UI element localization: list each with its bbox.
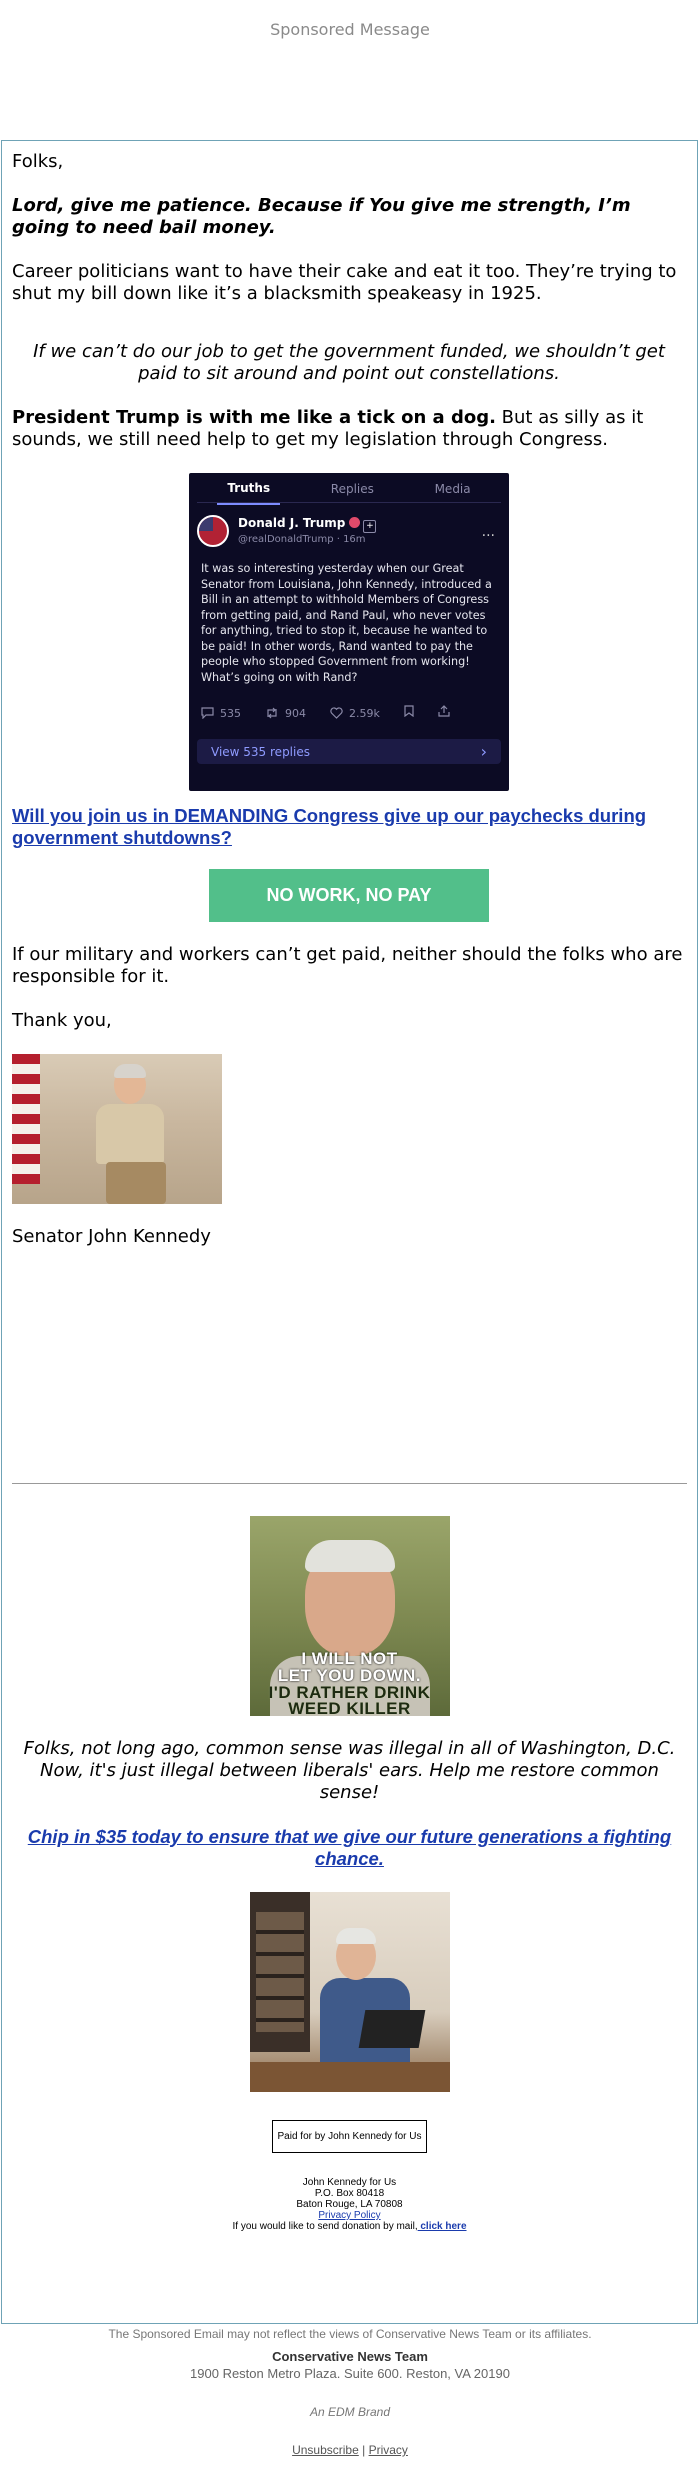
footer-separator: | bbox=[358, 2443, 369, 2457]
mail-donation-text: If you would like to send donation by mail, bbox=[232, 2221, 418, 2232]
verified-badge-icon bbox=[349, 517, 360, 528]
author-name: Donald J. Trump bbox=[238, 515, 346, 530]
trump-bold-text: President Trump is with me like a tick on a dog. bbox=[12, 407, 496, 428]
image-caption-line-2: LET YOU DOWN. bbox=[277, 1666, 422, 1685]
chevron-right-icon: › bbox=[480, 741, 487, 761]
address-city: Baton Rouge, LA 70808 bbox=[296, 2199, 403, 2210]
demand-link[interactable]: Will you join us in DEMANDING Congress give up our paychecks during government shutdowns? bbox=[12, 805, 647, 848]
government-funded-paragraph: If we can’t do our job to get the government funded, we shouldn’t get paid to sit around and point out constellations. bbox=[33, 341, 665, 384]
lower-section bbox=[2, 1483, 697, 2232]
unsubscribe-link[interactable]: Unsubscribe bbox=[292, 2443, 359, 2457]
signature: Senator John Kennedy bbox=[12, 1226, 211, 1247]
chip-in-link[interactable]: Chip in $35 today to ensure that we give our future generations a fighting chance. bbox=[27, 1826, 672, 1869]
mailing-address bbox=[2, 2177, 697, 2232]
american-flag-shape bbox=[12, 1054, 40, 1184]
sponsored-label: Sponsored Message bbox=[270, 20, 430, 39]
footer-disclaimer: The Sponsored Email may not reflect the views of Conservative News Team or its affiliates. bbox=[108, 2327, 592, 2341]
weed-killer-photo[interactable] bbox=[250, 1516, 450, 1716]
footer bbox=[0, 2327, 700, 2457]
senator-figure bbox=[90, 1066, 170, 1204]
author-handle: @realDonaldTrump · 16m bbox=[238, 533, 366, 545]
trump-paragraph bbox=[12, 407, 686, 451]
avatar bbox=[197, 515, 229, 547]
view-replies-label: View 535 replies bbox=[211, 744, 310, 759]
mail-donation-line bbox=[2, 2221, 697, 2232]
image-caption-line-4: WEED KILLER bbox=[288, 1699, 411, 1716]
cta-wrap bbox=[12, 869, 686, 922]
share-action[interactable] bbox=[438, 703, 450, 725]
email-frame bbox=[1, 140, 698, 2324]
bookmark-action[interactable] bbox=[404, 703, 414, 725]
truth-social-post bbox=[189, 473, 509, 791]
divider bbox=[12, 1483, 687, 1484]
address-po: P.O. Box 80418 bbox=[314, 2188, 385, 2199]
post-tabs bbox=[197, 475, 501, 503]
reply-icon bbox=[201, 707, 214, 719]
share-icon bbox=[438, 705, 450, 717]
retruth-icon bbox=[265, 707, 279, 719]
senator-laptop-photo[interactable] bbox=[250, 1892, 450, 2092]
letter-content bbox=[2, 141, 697, 1248]
greeting: Folks, bbox=[12, 151, 64, 172]
patience-paragraph: Lord, give me patience. Because if You give me strength, I’m going to need bail money. bbox=[12, 195, 631, 238]
common-sense-paragraph: Folks, not long ago, common sense was illegal in all of Washington, D.C. Now, it's just illegal between liberals' ears. Help me restore common sense! bbox=[23, 1738, 676, 1803]
footer-links bbox=[0, 2443, 700, 2457]
reply-count: 535 bbox=[220, 707, 241, 720]
paid-for-by-box: Paid for by John Kennedy for Us bbox=[272, 2120, 427, 2153]
tab-truths[interactable]: Truths bbox=[217, 473, 280, 505]
trump-rest-text: But as silly as it sounds, we still need help to get my legislation through Congress. bbox=[12, 407, 644, 450]
military-paragraph: If our military and workers can’t get paid, neither should the folks who are responsible for it. bbox=[12, 944, 683, 987]
like-action[interactable] bbox=[330, 703, 380, 725]
more-options-icon[interactable]: ··· bbox=[481, 528, 495, 544]
tab-media[interactable]: Media bbox=[434, 481, 471, 496]
retruth-action[interactable] bbox=[265, 703, 306, 725]
post-header bbox=[197, 515, 501, 547]
image-caption-line-3: I'D RATHER DRINK bbox=[268, 1683, 431, 1702]
tab-replies[interactable]: Replies bbox=[330, 481, 374, 496]
career-paragraph: Career politicians want to have their cake and eat it too. They’re trying to shut my bill down like it’s a blacksmith speakeasy in 1925. bbox=[12, 261, 677, 304]
plus-icon: + bbox=[363, 520, 376, 533]
thanks: Thank you, bbox=[12, 1010, 112, 1031]
footer-edm: An EDM Brand bbox=[309, 2405, 391, 2419]
retruth-count: 904 bbox=[285, 707, 306, 720]
footer-address: 1900 Reston Metro Plaza. Suite 600. Reston, VA 20190 bbox=[190, 2366, 510, 2381]
post-body: It was so interesting yesterday when our Great Senator from Louisiana, John Kennedy, introduced a Bill in an attempt to withhold Members of Congress from getting paid, and Rand Paul, who never votes for anything, tried to stop it, because he wanted to be paid! In other words, Rand wanted to pay the people who stopped Government from working! What’s going on with Rand? bbox=[201, 562, 492, 684]
footer-brand: Conservative News Team bbox=[272, 2349, 428, 2364]
heart-icon bbox=[330, 707, 343, 719]
image-caption-line-1: I WILL NOT bbox=[301, 1649, 398, 1668]
like-count: 2.59k bbox=[349, 707, 380, 720]
reply-action[interactable] bbox=[201, 703, 241, 725]
footer-privacy-link[interactable]: Privacy bbox=[368, 2443, 408, 2457]
view-replies-button[interactable] bbox=[197, 739, 501, 764]
privacy-policy-link[interactable]: Privacy Policy bbox=[318, 2210, 381, 2221]
address-org: John Kennedy for Us bbox=[302, 2177, 397, 2188]
no-work-no-pay-button[interactable]: NO WORK, NO PAY bbox=[209, 869, 489, 922]
post-actions bbox=[197, 703, 501, 725]
click-here-link[interactable]: click here bbox=[417, 2221, 467, 2232]
senator-photo bbox=[12, 1054, 222, 1204]
post-author bbox=[238, 516, 376, 547]
bookmark-icon bbox=[404, 705, 414, 717]
